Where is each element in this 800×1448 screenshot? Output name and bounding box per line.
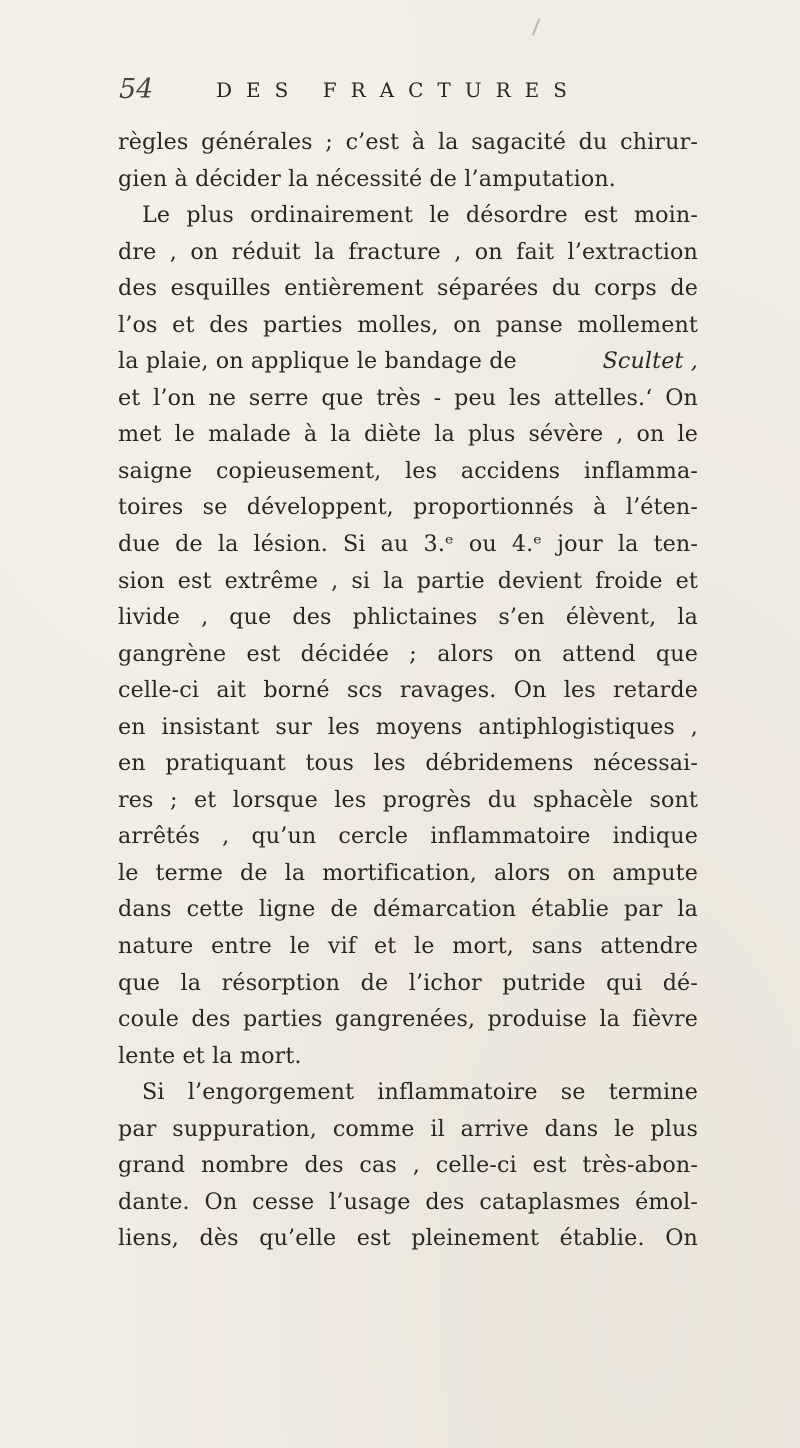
text-line: dans cette ligne de démarcation établie par la [118,896,698,923]
body-text [118,124,698,1257]
text-line: en insistant sur les moyens antiphlogistiques , [118,713,698,740]
text-line: dante. On cesse l’usage des cataplasmes émol- [118,1188,698,1215]
text-line: le terme de la mortification, alors on ampute [118,859,698,886]
text-line: arrêtés , qu’un cercle inflammatoire indique [118,823,698,850]
text-line: celle-ci ait borné scs ravages. On les retarde [118,677,698,704]
text-line-start: la plaie, on applique le bandage de [118,348,517,375]
text-line: due de la lésion. Si au 3.ᵉ ou 4.ᵉ jour la ten- [118,531,698,558]
running-head [119,74,639,114]
text-line: par suppuration, comme il arrive dans le plus [118,1115,698,1142]
text-line: saigne copieusement, les accidens inflamma- [118,457,698,484]
text-line: Si l’engorgement inflammatoire se termine [142,1079,698,1106]
text-line: res ; et lorsque les progrès du sphacèle sont [118,786,698,813]
text-line: des esquilles entièrement séparées du corps de [118,275,698,302]
text-line: liens, dès qu’elle est pleinement établie. On [118,1225,698,1252]
text-line: toires se développent, proportionnés à l’éten- [118,494,698,521]
text-line: grand nombre des cas , celle-ci est très-abon- [118,1152,698,1179]
text-line: nature entre le vif et le mort, sans attendre [118,933,698,960]
text-line: lente et la mort. [118,1042,302,1069]
text-line [118,343,698,380]
text-line: met le malade à la diète la plus sévère , on le [118,421,698,448]
text-line: livide , que des phlictaines s’en élèvent, la [118,604,698,631]
text-line: en pratiquant tous les débridemens nécessai- [118,750,698,777]
text-line: Le plus ordinairement le désordre est moin- [142,202,698,229]
text-line: sion est extrême , si la partie devient froide et [118,567,698,594]
text-line: et l’on ne serre que très - peu les attelles.ʻ On [118,384,698,411]
italic-name: Scultet , [602,348,698,375]
page-number: 54 [119,74,154,105]
running-title: DES FRACTURES [216,78,581,102]
text-line: coule des parties gangrenées, produise la fièvre [118,1006,698,1033]
text-line: gien à décider la nécessité de l’amputation. [118,165,616,192]
stray-ink-mark [532,18,541,35]
text-line: l’os et des parties molles, on panse mollement [118,311,698,338]
text-line: dre , on réduit la fracture , on fait l’extraction [118,238,698,265]
text-line: règles générales ; c’est à la sagacité du chirur- [118,129,698,155]
text-line: gangrène est décidée ; alors on attend que [118,640,698,667]
text-line: que la résorption de l’ichor putride qui dé- [118,969,698,996]
